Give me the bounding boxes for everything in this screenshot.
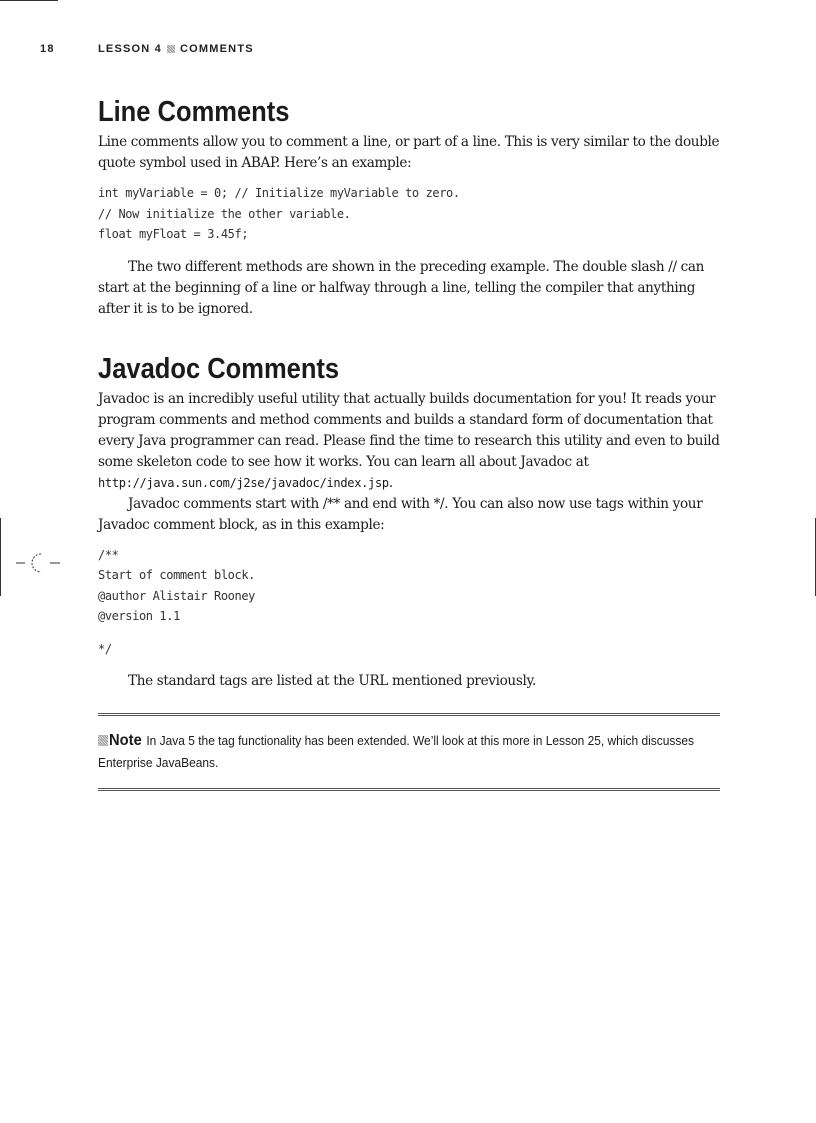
javadoc-tags-intro: Javadoc comments start with /** and end with */. You can also now use tags within your Javadoc comment block, as in this example: xyxy=(98,495,703,533)
javadoc-intro xyxy=(98,389,720,494)
note-box xyxy=(98,713,720,791)
lesson-label: LESSON 4 xyxy=(98,43,163,55)
javadoc-intro-text: Javadoc is an incredibly useful utility that actually builds documentation for you! It reads your program comments and method comments and builds a standard form of documentation that every Java programmer can read. Please find the time to research this utility and even to build some skeleton code to see how it works. You can learn all about Javadoc at xyxy=(98,390,720,470)
line-comments-explanation: The two different methods are shown in the preceding example. The double slash // can start at the beginning of a line or halfway through a line, telling the compiler that anything after it is to be ignored. xyxy=(98,258,705,317)
javadoc-comments-heading: Javadoc Comments xyxy=(98,352,340,385)
crop-mark-top xyxy=(0,0,58,1)
note-label: Note xyxy=(109,732,142,749)
line-comments-intro: Line comments allow you to comment a line, or part of a line. This is very similar to the double quote symbol used in ABAP. Here’s an example: xyxy=(98,134,720,171)
note-text: In Java 5 the tag functionality has been extended. We’ll look at this more in Lesson 25, which discusses Enterprise JavaBeans. xyxy=(98,733,694,770)
javadoc-url-end: . xyxy=(388,474,393,491)
note-text-line xyxy=(98,730,724,774)
javadoc-url-link[interactable]: http://java.sun.com/j2se/javadoc/index.jsp xyxy=(98,475,389,490)
running-head xyxy=(40,43,254,55)
note-square-icon xyxy=(98,735,108,746)
registration-mark-icon xyxy=(16,548,60,578)
javadoc-standard-tags: The standard tags are listed at the URL mentioned previously. xyxy=(128,673,536,689)
line-comments-heading: Line Comments xyxy=(98,96,290,128)
javadoc-code-block: /** Start of comment block. @author Alistair Rooney @version 1.1 xyxy=(98,547,255,623)
page-number: 18 xyxy=(40,43,55,55)
javadoc-code-end: */ xyxy=(98,641,112,656)
section-label: COMMENTS xyxy=(180,43,254,55)
crop-mark-left xyxy=(0,518,1,596)
page-content xyxy=(98,92,720,791)
separator-square-icon xyxy=(167,45,175,53)
line-comments-code: int myVariable = 0; // Initialize myVariable to zero. // Now initialize the other variable. float myFloat = 3.45f; xyxy=(98,186,460,241)
